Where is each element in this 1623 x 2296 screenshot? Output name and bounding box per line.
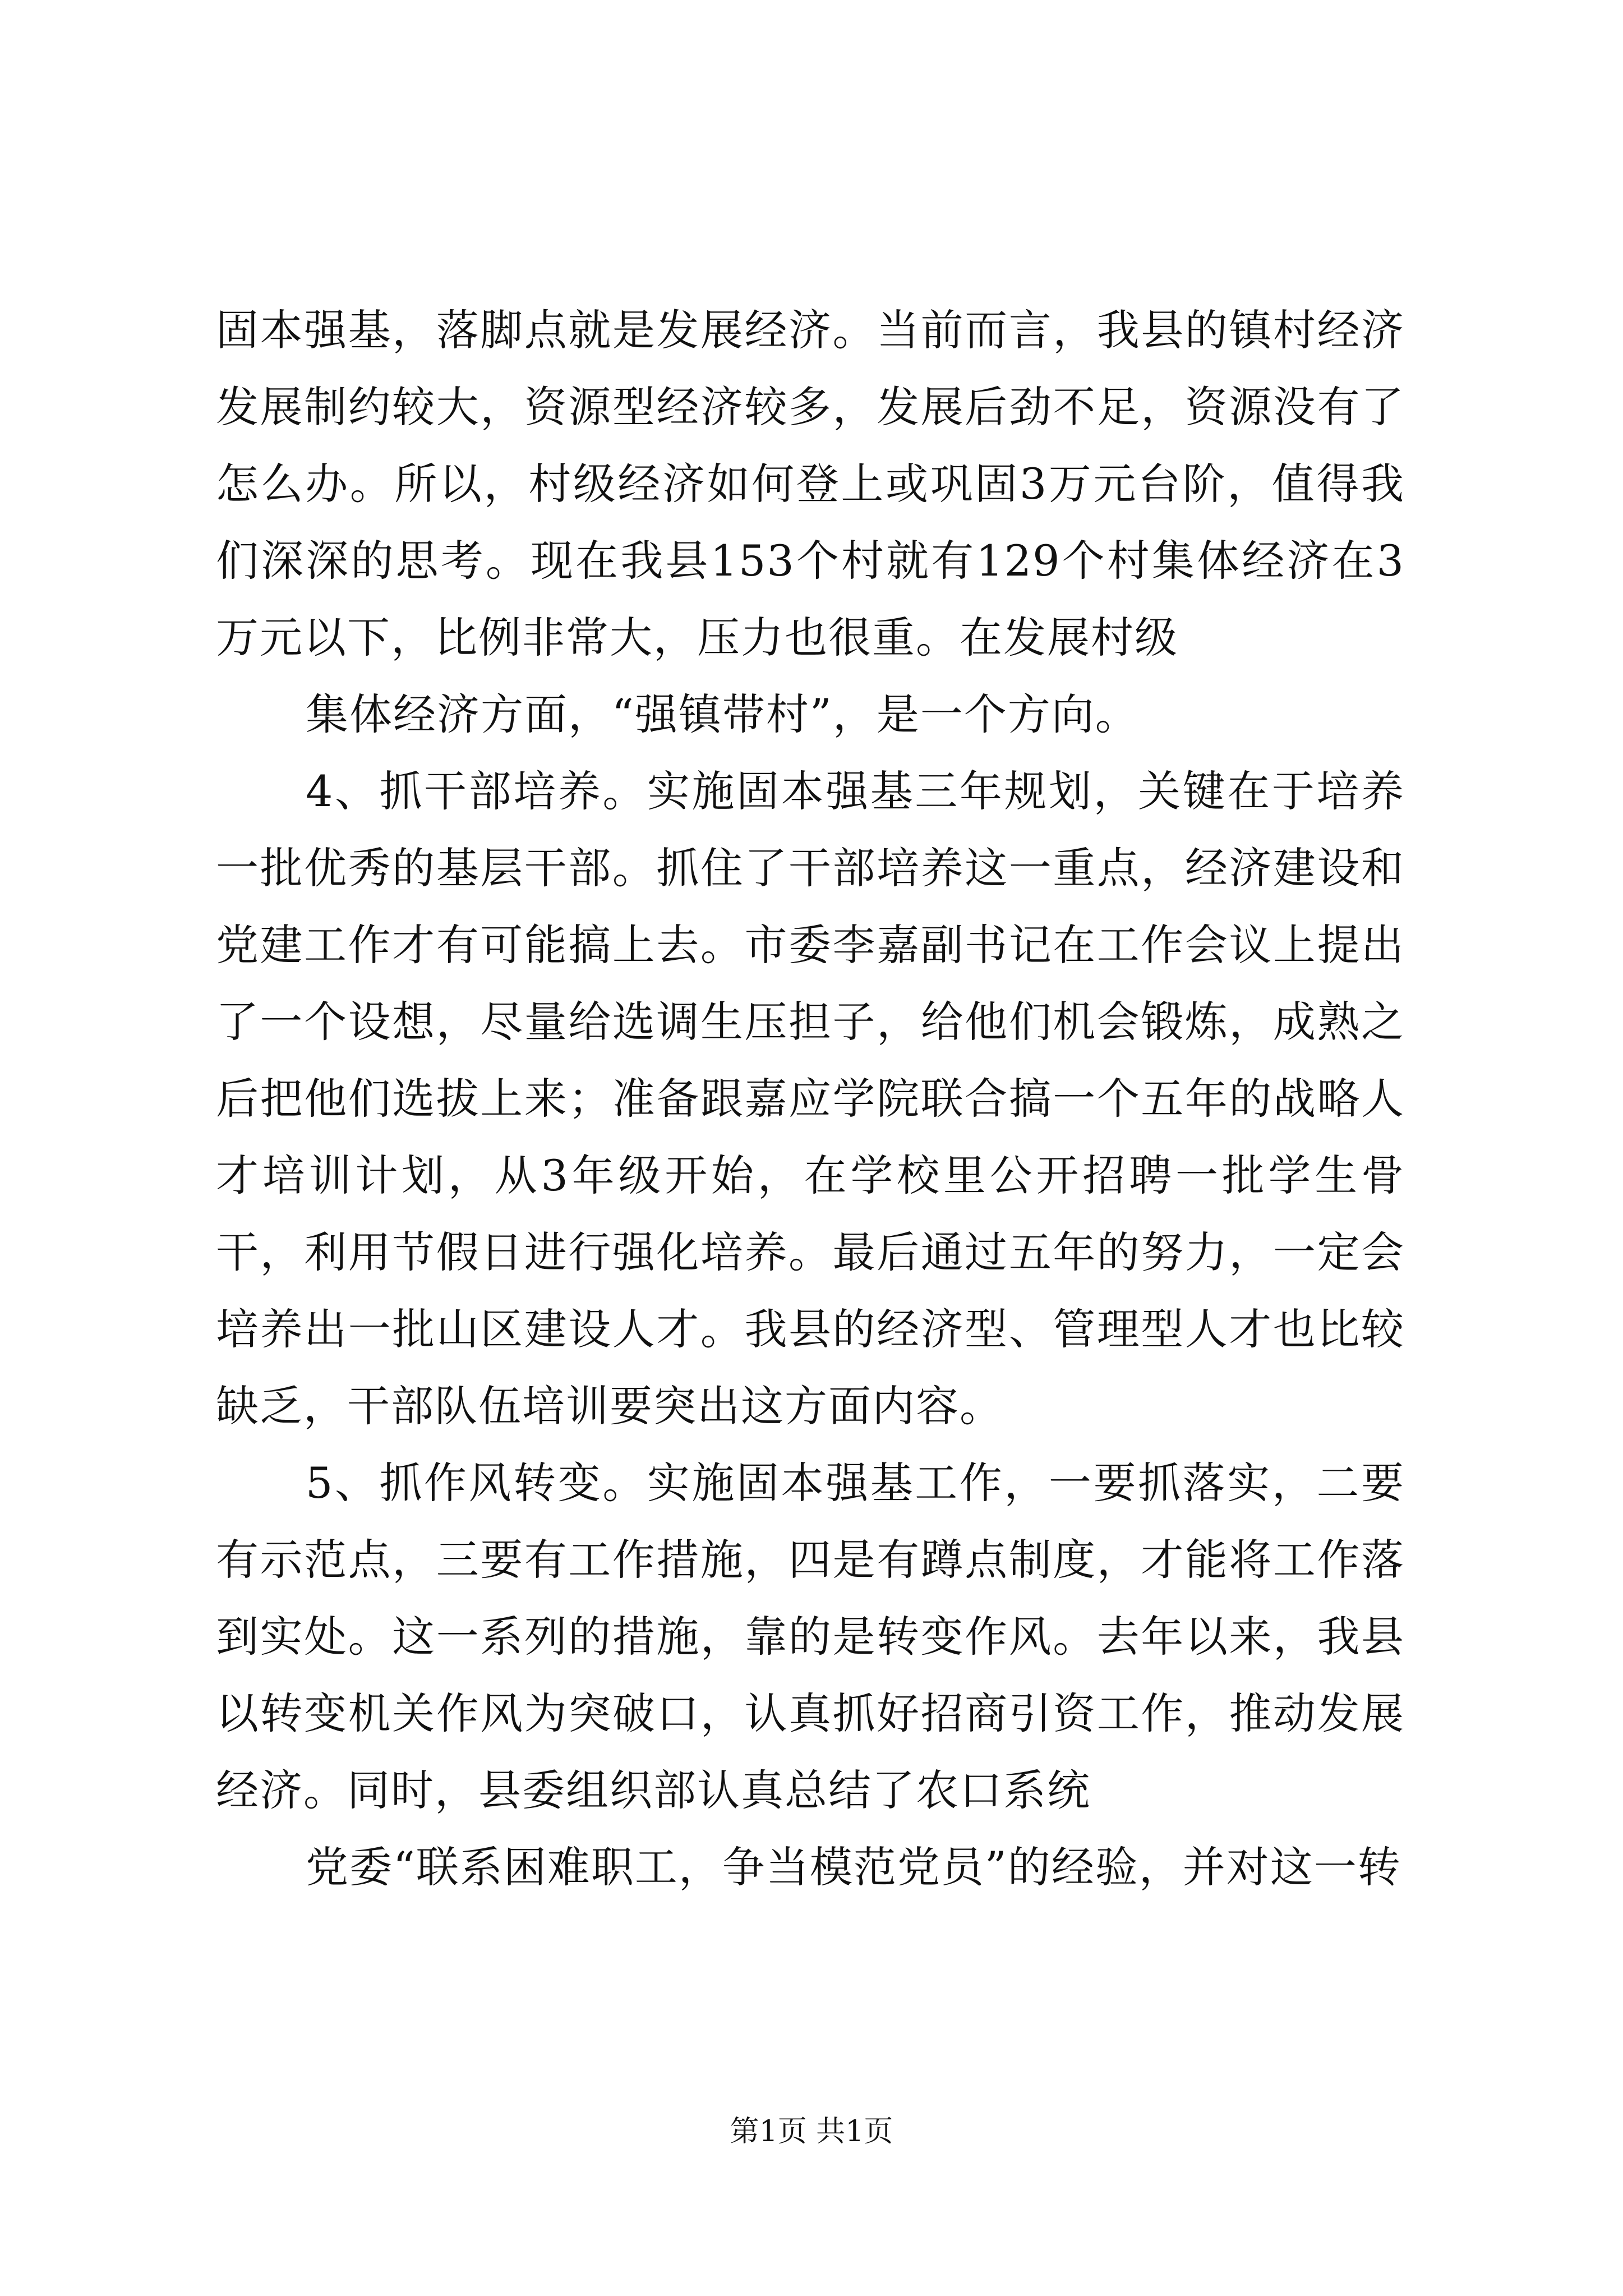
page-footer: 第1页 共1页	[730, 2115, 893, 2148]
paragraph-1: 固本强基，落脚点就是发展经济。当前而言，我县的镇村经济发展制约较大，资源型经济较多，发展后劲不足，资源没有了怎么办。所以，村级经济如何登上或巩固3万元台阶，值得我们深深的思考。现在我县153个村就有129个村集体经济在3万元以下，比例非常大，压力也很重。在发展村级	[216, 305, 1405, 662]
document-body	[216, 292, 1405, 1906]
paragraph-4: 5、抓作风转变。实施固本强基工作，一要抓落实，二要有示范点，三要有工作措施，四是有蹲点制度，才能将工作落到实处。这一系列的措施，靠的是转变作风。去年以来，我县以转变机关作风为突破口，认真抓好招商引资工作，推动发展经济。同时，县委组织部认真总结了农口系统	[216, 1458, 1405, 1815]
paragraph-5: 党委“联系困难职工，争当模范党员”的经验，并对这一转	[306, 1842, 1401, 1892]
paragraph-3: 4、抓干部培养。实施固本强基三年规划，关键在于培养一批优秀的基层干部。抓住了干部培养这一重点，经济建设和党建工作才有可能搞上去。市委李嘉副书记在工作会议上提出了一个设想，尽量给选调生压担子，给他们机会锻炼，成熟之后把他们选拔上来；准备跟嘉应学院联合搞一个五年的战略人才培训计划，从3年级开始，在学校里公开招聘一批学生骨干，利用节假日进行强化培养。最后通过五年的努力，一定会培养出一批山区建设人才。我县的经济型、管理型人才也比较缺乏，干部队伍培训要突出这方面内容。	[216, 766, 1405, 1431]
paragraph-2: 集体经济方面，“强镇带村”，是一个方向。	[306, 689, 1139, 739]
